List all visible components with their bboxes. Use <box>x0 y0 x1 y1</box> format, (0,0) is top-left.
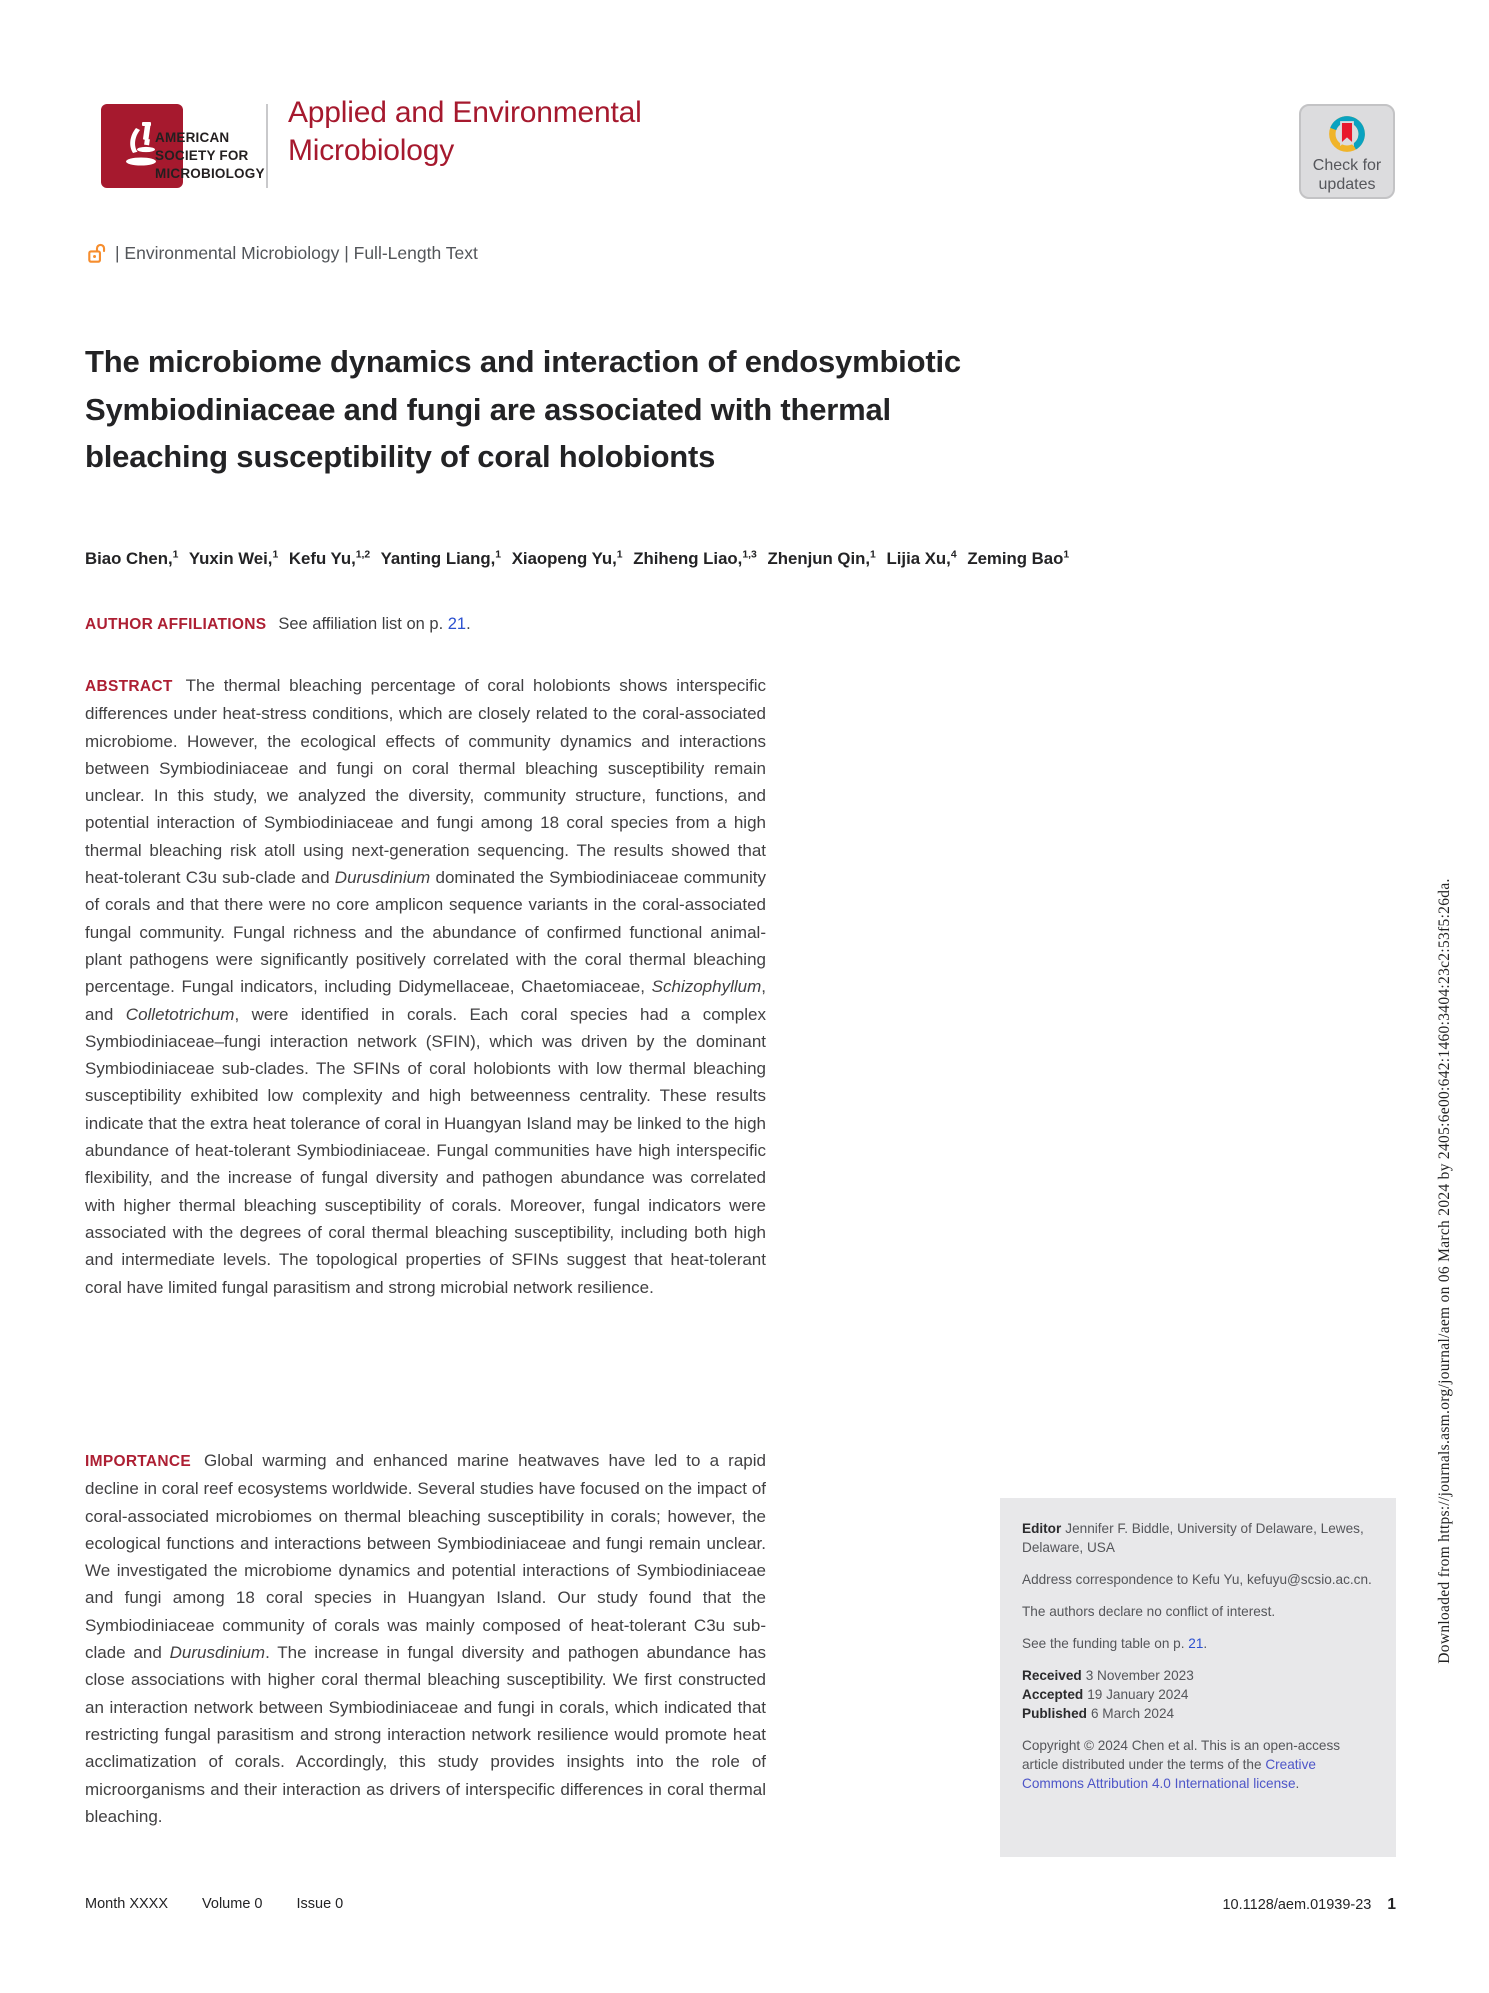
society-line: MICROBIOLOGY <box>155 165 265 181</box>
editor-label: Editor <box>1022 1521 1062 1536</box>
affiliation-page-link[interactable]: 21 <box>447 615 467 633</box>
society-line: SOCIETY FOR <box>155 147 249 163</box>
footer-volume: Volume 0 <box>202 1896 263 1912</box>
article-title-line: bleaching susceptibility of coral holobionts <box>85 439 716 474</box>
author: Kefu Yu,$^{1,2}$ <box>288 549 371 568</box>
importance-paragraph: IMPORTANCE Global warming and enhanced marine heatwaves have led to a rapid decline in coral reef ecosystems worldwide. Several studies have focused on the impact of coral-associated microbiomes on thermal bleaching susceptibility in corals; however, the ecological functions and interactions between Symbiodiniaceae and fungi remain unclear. We investigated the microbiome dynamics and potential interactions of Symbiodiniaceae and fungi among 18 coral species in Huangyan Island. Our study found that the Symbiodiniaceae community of corals was mainly composed of heat-tolerant C3u sub-clade and Durusdinium. The increase in fungal diversity and pathogen abundance has close associations with higher coral thermal bleaching susceptibility. We first constructed an interaction network between Symbiodiniaceae and fungi in corals, which indicated that restricting fungal parasitism and strong interaction network resilience would promote heat acclimatization of corals. Accordingly, this study provides insights into the role of microorganisms and their interaction as drivers of interspecific differences in coral thermal bleaching. <box>85 1451 767 1826</box>
affiliation-text: See affiliation list on p. <box>278 615 448 633</box>
conflict-of-interest: The authors declare no conflict of interest. <box>1022 1604 1276 1619</box>
article-history <box>1022 1666 1374 1723</box>
footer-doi-row <box>900 1896 1396 1914</box>
funding-note: See the funding table on p. 21. <box>1022 1636 1208 1651</box>
creative-commons-license-link[interactable]: Creative Commons Attribution 4.0 International license <box>1022 1757 1316 1791</box>
accepted-date: Accepted 19 January 2024 <box>1022 1687 1189 1702</box>
importance-label: IMPORTANCE <box>85 1453 192 1470</box>
check-for-updates-button[interactable] <box>1299 104 1395 199</box>
author: Lijia Xu,$^4$ <box>886 549 957 568</box>
author: Biao Chen,$^1$ <box>85 549 179 568</box>
check-for-updates-icon <box>1325 112 1369 156</box>
affiliation-suffix: . <box>466 615 471 633</box>
journal-title-line: Microbiology <box>288 134 454 167</box>
author: Yuxin Wei,$^1$ <box>188 549 279 568</box>
published-date: Published 6 March 2024 <box>1022 1706 1175 1721</box>
funding-page-link[interactable]: 21 <box>1188 1636 1204 1651</box>
society-line: AMERICAN <box>155 130 230 145</box>
abstract-paragraph: ABSTRACT The thermal bleaching percentage of coral holobionts shows interspecific differences under heat-stress conditions, which are closely related to the coral-associated microbiome. However, the ecological effects of community dynamics and interactions between Symbiodiniaceae and fungi on coral thermal bleaching susceptibility remain unclear. In this study, we analyzed the diversity, community structure, functions, and potential interaction of Symbiodiniaceae and fungi among 18 coral species from a high thermal bleaching risk atoll using next-generation sequencing. The results showed that heat-tolerant C3u sub-clade and Durusdinium dominated the Symbiodiniaceae community of corals and that there were no core amplicon sequence variants in the coral-associated fungal community. Fungal richness and the abundance of confirmed functional animal-plant pathogens were significantly positively correlated with the coral thermal bleaching percentage. Fungal indicators, including Didymellaceae, Chaetomiaceae, Schizophyllum, and Colletotrichum, were identified in corals. Each coral species had a complex Symbiodiniaceae–fungi interaction network (SFIN), which was driven by the dominant Symbiodiniaceae sub-clades. The SFINs of coral holobionts with low thermal bleaching susceptibility exhibited low complexity and high betweenness centrality. These results indicate that the extra heat tolerance of coral in Huangyan Island may be linked to the high abundance of heat-tolerant Symbiodiniaceae. Fungal communities have high interspecific flexibility, and the increase of fungal diversity and pathogen abundance was correlated with higher thermal bleaching susceptibility of corals. Moreover, fungal indicators were associated with the degrees of coral thermal bleaching susceptibility, including both high and intermediate levels. The topological properties of SFINs suggest that heat-tolerant coral have limited fungal parasitism and strong microbial network resilience. <box>85 676 766 1297</box>
author-affiliations-row <box>85 615 471 634</box>
authors-line <box>85 549 1425 569</box>
section-kicker-row <box>88 242 478 265</box>
society-name <box>155 129 265 182</box>
open-access-icon <box>88 242 106 265</box>
article-title-line: Symbiodiniaceae and fungi are associated with thermal <box>85 391 891 427</box>
editor-info: Editor Jennifer F. Biddle, University of Delaware, Lewes, Delaware, USA <box>1022 1521 1364 1555</box>
section-kicker: | Environmental Microbiology | Full-Length Text <box>115 243 478 263</box>
footer-month: Month XXXX <box>85 1896 169 1912</box>
footer-issue: Issue 0 <box>296 1896 344 1912</box>
author: Zhenjun Qin,$^1$ <box>767 549 876 568</box>
download-watermark: Downloaded from https://journals.asm.org/journal/aem on 06 March 2024 by 2405:6e00:642:1460:3404:23c2:53f5:26da. <box>1436 878 1453 1664</box>
page-number: 1 <box>1387 1896 1396 1913</box>
article-title <box>85 338 1095 481</box>
author: Zeming Bao$^1$ <box>967 549 1070 568</box>
correspondence-info: Address correspondence to Kefu Yu, kefuyu@scsio.ac.cn. <box>1022 1572 1372 1587</box>
journal-title-line: Applied and Environmental <box>288 96 642 129</box>
check-for-updates-label: Check for updates <box>1312 157 1382 193</box>
author: Xiaopeng Yu,$^1$ <box>511 549 623 568</box>
author: Zhiheng Liao,$^{1,3}$ <box>633 549 757 568</box>
author: Yanting Liang,$^1$ <box>380 549 502 568</box>
received-date: Received 3 November 2023 <box>1022 1668 1194 1683</box>
footer-issue-info <box>85 1896 343 1912</box>
article-title-line: The microbiome dynamics and interaction of endosymbiotic <box>85 344 961 379</box>
copyright-notice: Copyright © 2024 Chen et al. This is an open-access article distributed under the terms of the Creative Commons Attribution 4.0 International license. <box>1022 1738 1341 1791</box>
doi-text: 10.1128/aem.01939-23 <box>1222 1897 1372 1913</box>
journal-title <box>288 94 642 170</box>
article-metadata-box <box>1000 1498 1396 1857</box>
masthead-divider <box>266 104 268 188</box>
author-affiliations-label: AUTHOR AFFILIATIONS <box>85 616 267 633</box>
abstract-label: ABSTRACT <box>85 678 173 695</box>
